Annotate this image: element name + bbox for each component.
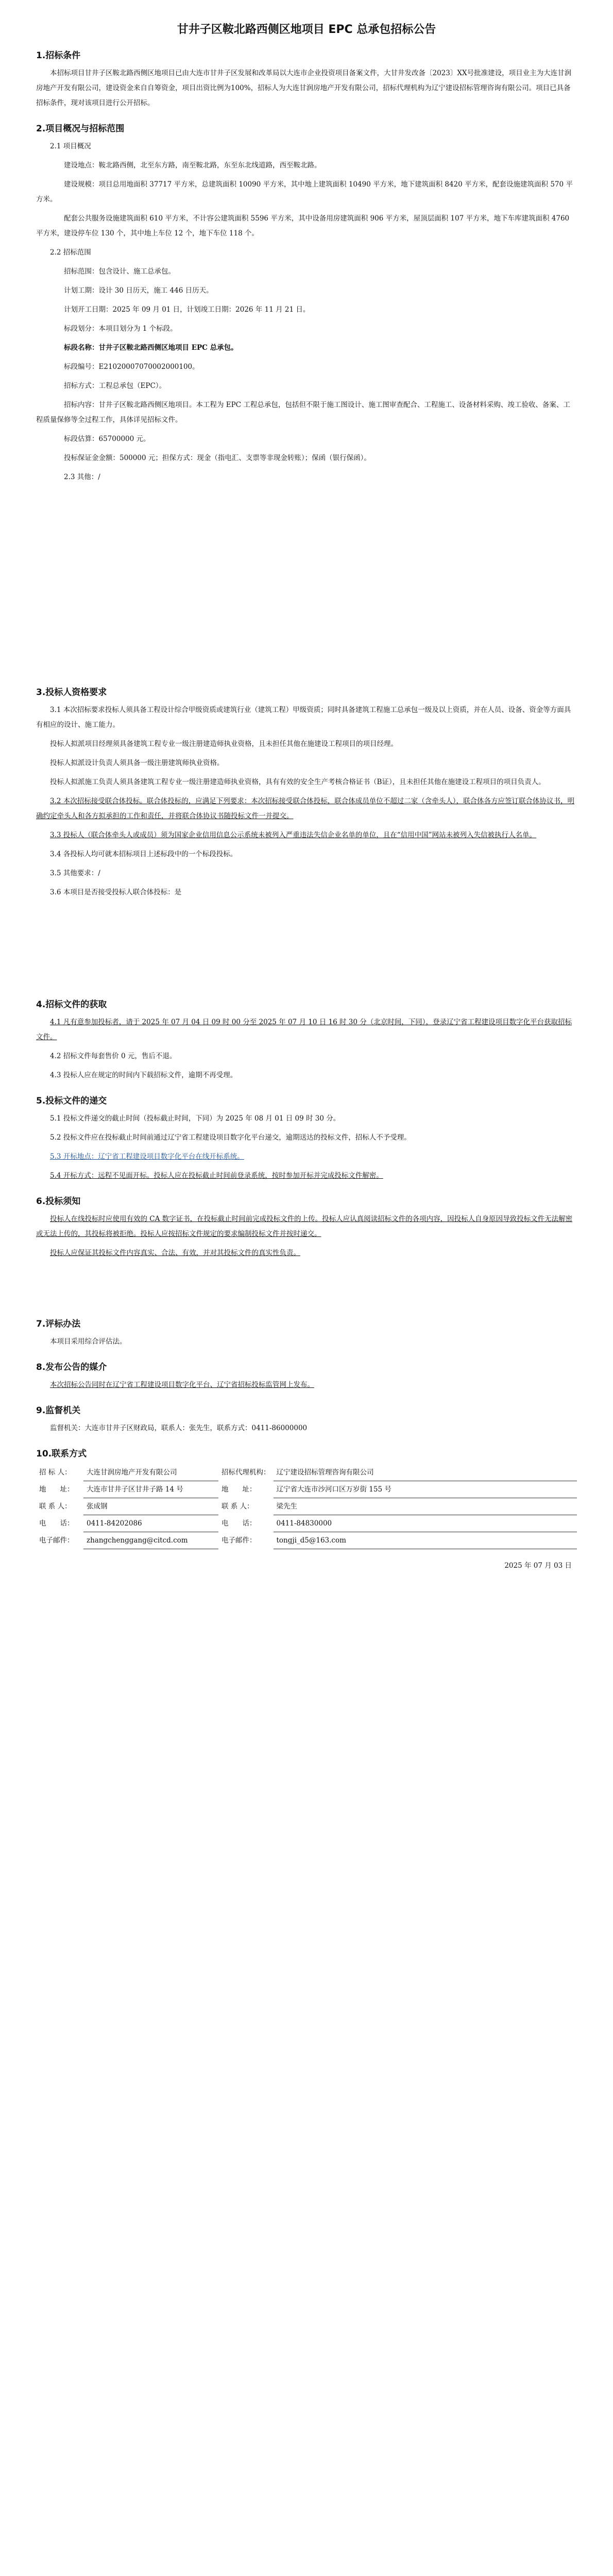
contact-label: 电 话： bbox=[39, 1519, 74, 1528]
s3-item: 投标人拟派项目经理须具备建筑工程专业一级注册建造师执业资格，且未担任其他在施建设工程项目的项目经理。 bbox=[50, 740, 398, 748]
contact-label: 电 话： bbox=[222, 1519, 257, 1528]
s2-item: 计划工期：设计 30 日历天，施工 446 日历天。 bbox=[64, 286, 213, 295]
agent-phone: 0411-84830000 bbox=[274, 1515, 577, 1532]
tenderer-name: 大连甘润房地产开发有限公司 bbox=[83, 1464, 218, 1481]
blank-space bbox=[36, 904, 577, 987]
section-heading-3: 3.投标人资格要求 bbox=[36, 687, 107, 698]
s4-item: 4.3 投标人应在规定的时间内下载招标文件，逾期不再受理。 bbox=[50, 1071, 237, 1079]
section-heading-6: 6.投标须知 bbox=[36, 1196, 81, 1207]
s4-item: 4.2 招标文件每套售价 0 元，售后不退。 bbox=[50, 1052, 177, 1060]
s3-item: 3.5 其他要求：/ bbox=[50, 869, 100, 877]
s5-item: 5.3 开标地点：辽宁省工程建设项目数字化平台在线开标系统。 bbox=[50, 1153, 244, 1161]
s3-item: 投标人拟派施工负责人须具备建筑工程专业一级注册建造师执业资格，具有有效的安全生产考核合格证书（B证），且未担任其他在施建设工程项目的项目负责人。 bbox=[50, 778, 546, 786]
contact-row bbox=[36, 1464, 577, 1481]
blank-space bbox=[36, 1265, 577, 1306]
s5-item: 5.1 投标文件递交的截止时间（投标截止时间，下同）为 2025 年 08 月 01 日 09 时 30 分。 bbox=[50, 1114, 340, 1123]
contact-label: 招标代理机构： bbox=[222, 1468, 270, 1477]
section-heading-8: 8.发布公告的媒介 bbox=[36, 1362, 107, 1372]
s3-item: 3.1 本次招标要求投标人须具备工程设计综合甲级资质或建筑行业（建筑工程）甲级资质；同时具备建筑工程施工总承包一级及以上资质，并在人员、设备、资金等方面具有相应的设计、施工能力。 bbox=[36, 706, 571, 729]
document-title: 甘井子区鞍北路西侧区地项目 EPC 总承包招标公告 bbox=[177, 23, 436, 36]
document-body bbox=[36, 21, 577, 1570]
contact-label: 联 系 人： bbox=[39, 1502, 72, 1511]
s2-item: 标段名称：甘井子区鞍北路西侧区地项目 EPC 总承包。 bbox=[64, 344, 238, 352]
contact-label: 招 标 人： bbox=[39, 1468, 72, 1477]
s2-item: 招标内容：甘井子区鞍北路西侧区地项目。本工程为 EPC 工程总承包，包括但不限于施工图设计、施工图审查配合、工程施工、设备材料采购、竣工验收、备案、工程质量保修等全过程工作，具体详见招标文件。 bbox=[36, 401, 570, 424]
agent-name: 辽宁建设招标管理咨询有限公司 bbox=[274, 1464, 577, 1481]
contact-label: 电子邮件： bbox=[39, 1536, 74, 1545]
contact-label: 地 址： bbox=[222, 1485, 257, 1494]
s7-item: 本项目采用综合评估法。 bbox=[50, 1337, 127, 1346]
section-heading-10: 10.联系方式 bbox=[36, 1449, 87, 1459]
contact-row bbox=[36, 1532, 577, 1549]
contact-table bbox=[36, 1464, 577, 1549]
contact-label: 地 址： bbox=[39, 1485, 74, 1494]
contact-label: 电子邮件： bbox=[222, 1536, 257, 1545]
s2-item: 投标保证金金额：500000 元；担保方式：现金（指电汇、支票等非现金转账）；保函（银行保函）。 bbox=[64, 454, 371, 462]
s3-item: 3.2 本次招标接受联合体投标。联合体投标的，应满足下列要求：本次招标接受联合体投标，联合体成员单位不超过二家（含牵头人），联合体各方应签订联合体协议书，明确约定牵头人和各方拟承担的工作和责任，并将联合体协议书随投标文件一并提交。 bbox=[36, 797, 575, 820]
contact-row bbox=[36, 1515, 577, 1532]
s2-item: 标段估算：65700000 元。 bbox=[64, 435, 150, 443]
s3-item: 3.3 投标人（联合体牵头人或成员）须为国家企业信用信息公示系统未被列入严重违法失信企业名单的单位，且在“信用中国”网站未被列入失信被执行人名单。 bbox=[50, 831, 537, 839]
s2-item: 招标方式：工程总承包（EPC）。 bbox=[64, 382, 166, 390]
blank-space bbox=[36, 489, 577, 674]
section-heading-7: 7.评标办法 bbox=[36, 1319, 81, 1329]
contact-label: 联 系 人： bbox=[222, 1502, 254, 1511]
s2-item: 建设地点：鞍北路西侧，北至东方路，南至鞍北路，东至东北线道路，西至鞍北路。 bbox=[64, 161, 321, 170]
s2-item: 2.3 其他：/ bbox=[64, 473, 100, 481]
s2-item: 2.1 项目概况 bbox=[50, 142, 91, 150]
section-1-text: 本招标项目甘井子区鞍北路西侧区地项目已由大连市甘井子区发展和改革局以大连市企业投资项目备案文件，大甘井发改备〔2023〕XX号批准建设，项目业主为大连甘润房地产开发有限公司，建设资金来自自筹资金，项目出资比例为100%，招标人为大连甘润房地产开发有限公司，招标代理机构为辽宁建设招标管理咨询有限公司。项目已具备招标条件，现对该项目进行公开招标。 bbox=[36, 69, 572, 107]
tenderer-contact: 张成钢 bbox=[83, 1498, 218, 1515]
issue-date: 2025 年 07 月 03 日 bbox=[504, 1562, 572, 1570]
s3-item: 投标人拟派设计负责人须具备一级注册建筑师执业资格。 bbox=[50, 759, 224, 767]
s2-item: 2.2 招标范围 bbox=[50, 248, 91, 257]
s2-item: 计划开工日期：2025 年 09 月 01 日，计划竣工日期：2026 年 11 月 21 日。 bbox=[64, 306, 310, 314]
section-heading-2: 2.项目概况与招标范围 bbox=[36, 124, 125, 134]
s3-item: 3.6 本项目是否接受投标人联合体投标：是 bbox=[50, 888, 182, 896]
section-heading-5: 5.投标文件的递交 bbox=[36, 1096, 107, 1106]
tenderer-phone: 0411-84202086 bbox=[83, 1515, 218, 1532]
contact-row bbox=[36, 1498, 577, 1515]
s5-item: 5.2 投标文件应在投标截止时间前通过辽宁省工程建设项目数字化平台递交，逾期送达的投标文件，招标人不予受理。 bbox=[50, 1133, 411, 1142]
s2-item: 标段编号：E21020007070002000100。 bbox=[64, 363, 199, 371]
agent-contact: 梁先生 bbox=[274, 1498, 577, 1515]
s4-item: 4.1 凡有意参加投标者，请于 2025 年 07 月 04 日 09 时 00 分至 2025 年 07 月 10 日 16 时 30 分（北京时间，下同），登录辽宁省工程建设项目数字化平台获取招标文件。 bbox=[36, 1018, 572, 1041]
contact-row bbox=[36, 1481, 577, 1498]
s8-item: 本次招标公告同时在辽宁省工程建设项目数字化平台、辽宁省招标投标监管网上发布。 bbox=[50, 1381, 314, 1389]
s2-item: 配套公共服务设施建筑面积 610 平方米，不计容公建筑面积 5596 平方米，其中设备用房建筑面积 906 平方米，屋顶层面积 107 平方米，地下车库建筑面积 4760 平方米，建设停车位 130 个，其中地上车位 12 个，地下车位 118 个。 bbox=[36, 214, 570, 238]
s6-item: 投标人在线投标时应使用有效的 CA 数字证书，在投标截止时间前完成投标文件的上传。投标人应认真阅读招标文件的各项内容，因投标人自身原因导致投标文件无法解密或无法上传的，其投标将被拒绝。投标人应按招标文件规定的要求编制投标文件并按时递交。 bbox=[36, 1215, 573, 1238]
agent-email: tongji_d5@163.com bbox=[274, 1532, 577, 1549]
section-heading-9: 9.监督机关 bbox=[36, 1405, 81, 1416]
s2-item: 建设规模：项目总用地面积 37717 平方米，总建筑面积 10090 平方米，其中地上建筑面积 10490 平方米，地下建筑面积 8420 平方米，配套设施建筑面积 570 平方米。 bbox=[36, 180, 573, 204]
s5-item: 5.4 开标方式：远程不见面开标。投标人应在投标截止时间前登录系统，按时参加开标并完成投标文件解密。 bbox=[50, 1172, 383, 1180]
section-heading-1: 1.招标条件 bbox=[36, 50, 81, 61]
s3-item: 3.4 各投标人均可就本招标项目上述标段中的一个标段投标。 bbox=[50, 850, 237, 858]
s9-item: 监督机关：大连市甘井子区财政局，联系人：张先生，联系方式：0411-86000000 bbox=[50, 1424, 308, 1432]
agent-address: 辽宁省大连市沙河口区万岁街 155 号 bbox=[274, 1481, 577, 1498]
tenderer-address: 大连市甘井子区甘井子路 14 号 bbox=[83, 1481, 218, 1498]
section-heading-4: 4.招标文件的获取 bbox=[36, 999, 107, 1010]
s6-item: 投标人应保证其投标文件内容真实、合法、有效，并对其投标文件的真实性负责。 bbox=[50, 1249, 300, 1257]
tenderer-email: zhangchenggang@citcd.com bbox=[83, 1532, 218, 1549]
s2-item: 招标范围：包含设计、施工总承包。 bbox=[64, 267, 175, 276]
s2-item: 标段划分：本项目划分为 1 个标段。 bbox=[64, 325, 177, 333]
